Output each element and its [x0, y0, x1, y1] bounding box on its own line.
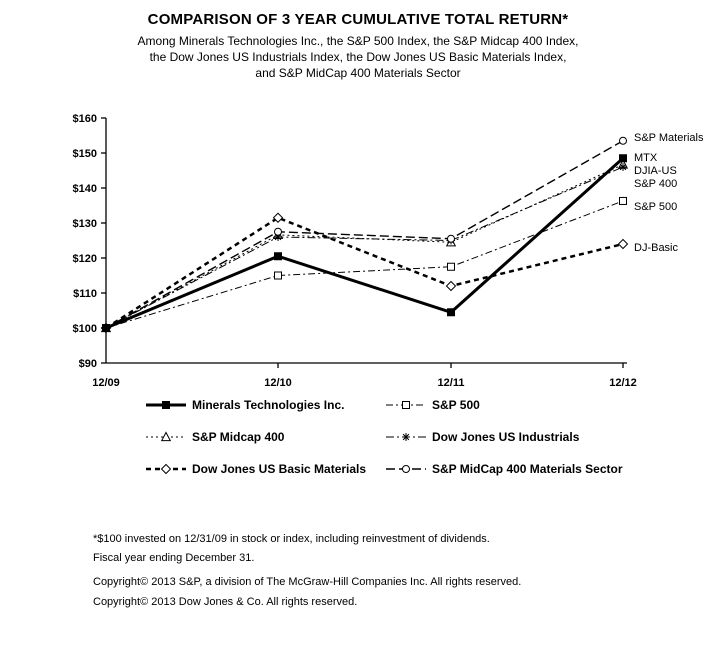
legend-label: S&P MidCap 400 Materials Sector [432, 462, 623, 476]
y-axis-tick-label: $150 [72, 148, 97, 160]
total-return-line-chart [0, 105, 716, 397]
y-axis-tick-label: $90 [78, 358, 97, 370]
y-axis-tick-label: $110 [73, 288, 97, 300]
subtitle-line: and S&P MidCap 400 Materials Sector [255, 66, 461, 80]
subtitle-line: Among Minerals Technologies Inc., the S&P 500 Index, the S&P Midcap 400 Index, [137, 34, 579, 48]
x-axis-tick-label: 12/12 [609, 377, 637, 389]
legend-sample-line [385, 462, 427, 476]
series-end-label: DJ-Basic [634, 242, 679, 254]
chart-title: COMPARISON OF 3 YEAR CUMULATIVE TOTAL RETURN* [147, 11, 569, 28]
series-s-p-500 [103, 197, 678, 331]
y-axis-tick-label: $120 [72, 253, 97, 265]
legend-label: Dow Jones US Industrials [432, 430, 580, 444]
y-axis-tick-label: $160 [72, 113, 97, 125]
copyright-sp: Copyright© 2013 S&P, a division of The McGraw-Hill Companies Inc. All rights reserved. [93, 576, 522, 588]
legend-label: S&P Midcap 400 [192, 430, 285, 444]
y-axis-tick-label: $100 [72, 323, 97, 335]
x-axis-tick-label: 12/11 [437, 377, 465, 389]
chart-subtitle [0, 33, 716, 81]
legend-sample-line [385, 398, 427, 412]
legend-label: Dow Jones US Basic Materials [192, 462, 367, 476]
series-end-label: S&P 400 [634, 178, 678, 190]
series-end-label: DJIA-US [634, 165, 677, 177]
axes [101, 118, 627, 368]
x-axis-tick-label: 12/10 [264, 377, 292, 389]
y-axis-tick-label: $130 [72, 218, 97, 230]
series-end-label: S&P Materials [634, 132, 704, 144]
legend-item-sp-midcap-materials [385, 462, 623, 476]
x-axis-tick-label: 12/09 [92, 377, 120, 389]
legend-label: Minerals Technologies Inc. [192, 398, 345, 412]
series-mtx [102, 152, 658, 332]
legend-sample-line [145, 462, 187, 476]
footnote-investment: *$100 invested on 12/31/09 in stock or index, including reinvestment of dividends. [93, 533, 490, 545]
series-dj-basic [102, 213, 679, 332]
subtitle-line: the Dow Jones US Industrials Index, the Dow Jones US Basic Materials Index, [149, 50, 567, 64]
y-axis-tick-label: $140 [72, 183, 97, 195]
copyright-dow-jones: Copyright© 2013 Dow Jones & Co. All rights reserved. [93, 596, 358, 608]
series-end-label: S&P 500 [634, 201, 678, 213]
legend-label: S&P 500 [432, 398, 480, 412]
legend-item-sp-midcap-400 [145, 430, 284, 444]
legend-sample-line [145, 398, 187, 412]
legend-item-sp500 [385, 398, 480, 412]
legend-item-minerals-technologies [145, 398, 344, 412]
legend-item-dj-basic-materials [145, 462, 366, 476]
legend-sample-line [385, 430, 427, 444]
legend-item-dj-industrials [385, 430, 579, 444]
footnote-fiscal-year: Fiscal year ending December 31. [93, 552, 255, 564]
series-end-label: MTX [634, 152, 658, 164]
legend-sample-line [145, 430, 187, 444]
